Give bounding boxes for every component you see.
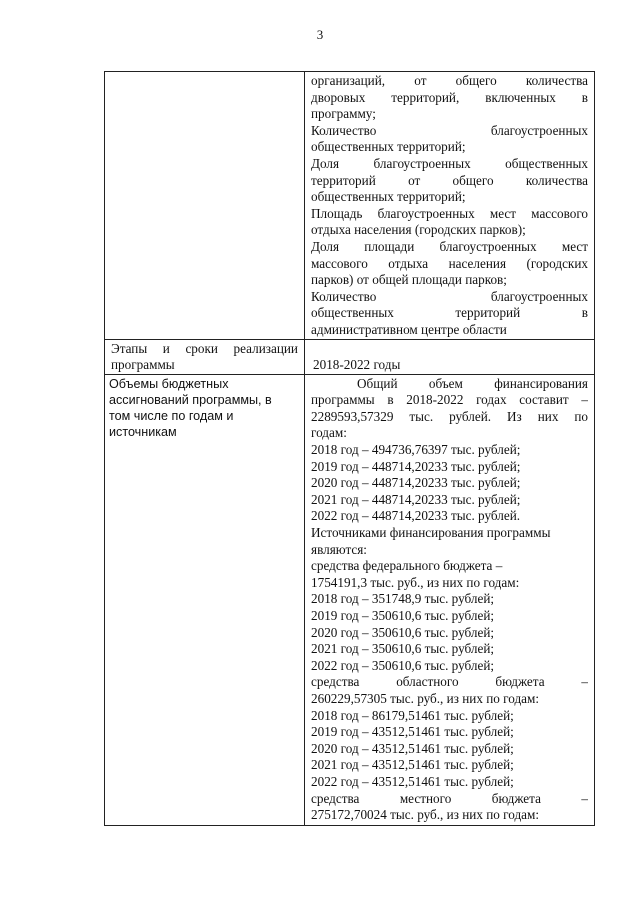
table-row: [105, 339, 595, 374]
text-line: дворовых территорий, включенных в: [311, 89, 588, 105]
row3-right-cell: [305, 374, 595, 825]
text-line: годам:: [311, 425, 347, 441]
row3-left-text: [105, 375, 304, 440]
row2-left-cell: [105, 339, 305, 374]
text-line: 2022 год – 43512,51461 тыс. рублей;: [311, 773, 514, 789]
text-line: средства областного бюджета –: [311, 674, 588, 690]
text-line: 2018 год – 86179,51461 тыс. рублей;: [311, 707, 514, 723]
text-line: 2289593,57329 тыс. рублей. Из них по: [311, 408, 588, 424]
table-row: [105, 72, 595, 340]
text-line: средства местного бюджета –: [311, 790, 588, 806]
text-line: 2022 год – 350610,6 тыс. рублей;: [311, 657, 495, 673]
text-line: Количество благоустроенных: [311, 122, 588, 138]
text-line: 2021 год – 350610,6 тыс. рублей;: [311, 641, 495, 657]
row3-right-text: [305, 375, 594, 825]
text-line: 1754191,3 тыс. руб., из них по годам:: [311, 574, 520, 590]
text-line: 2020 год – 43512,51461 тыс. рублей;: [311, 740, 514, 756]
row3-left-line: том числе по годам и: [109, 408, 234, 423]
text-line: 2021 год – 43512,51461 тыс. рублей;: [311, 757, 514, 773]
row2-left-line: Этапы и сроки реализации: [111, 340, 298, 356]
text-line: 2019 год – 350610,6 тыс. рублей;: [311, 608, 495, 623]
text-line: массового отдыха населения (городских: [311, 255, 588, 271]
text-line: 260229,57305 тыс. руб., из них по годам:: [311, 690, 540, 706]
row2-left-line: программы: [111, 357, 175, 373]
row2-left-text: [105, 340, 304, 374]
text-line: общественных территорий в: [311, 305, 588, 321]
row3-left-line: источникам: [109, 424, 177, 439]
text-line: парков) от общей площади парков;: [311, 272, 507, 288]
text-line: Количество благоустроенных: [311, 288, 588, 304]
text-line: Доля площади благоустроенных мест: [311, 238, 588, 254]
implementation-period: 2018-2022 годы: [313, 357, 401, 373]
text-line: территорий от общего количества: [311, 172, 588, 188]
text-line: программы в 2018-2022 годах составит –: [311, 392, 588, 408]
text-line: отдыха населения (городских парков);: [311, 222, 526, 238]
text-line: 2020 год – 448714,20233 тыс. рублей;: [311, 475, 521, 491]
row3-left-cell: [105, 374, 305, 825]
row2-right-cell: [305, 339, 595, 374]
text-line: являются:: [311, 541, 367, 557]
text-line: 2019 год – 43512,51461 тыс. рублей;: [311, 724, 514, 740]
text-line: организаций, от общего количества: [311, 73, 588, 88]
table-row: [105, 374, 595, 825]
text-line: средства федерального бюджета –: [311, 558, 503, 574]
text-line: 275172,70024 тыс. руб., из них по годам:: [311, 807, 540, 823]
text-line: 2018 год – 494736,76397 тыс. рублей;: [311, 442, 521, 458]
text-line: общественных территорий;: [311, 189, 466, 205]
text-line: административном центре области: [311, 321, 507, 337]
text-line: 2021 год – 448714,20233 тыс. рублей;: [311, 491, 521, 507]
row2-right-text: [305, 356, 594, 374]
row3-left-line: Объемы бюджетных: [109, 376, 229, 391]
text-line: 2018 год – 351748,9 тыс. рублей;: [311, 591, 495, 607]
text-line: Площадь благоустроенных мест массового: [311, 205, 588, 221]
text-line: программу;: [311, 106, 376, 122]
row3-left-line: ассигнований программы, в: [109, 392, 272, 407]
text-line: 2020 год – 350610,6 тыс. рублей;: [311, 624, 495, 640]
row1-right-text: [305, 72, 594, 339]
row1-left-cell: [105, 72, 305, 340]
program-passport-table: [104, 71, 595, 826]
text-line: 2022 год – 448714,20233 тыс. рублей.: [311, 508, 521, 524]
text-line: Доля благоустроенных общественных: [311, 155, 588, 171]
text-line: Общий объем финансирования: [357, 375, 588, 391]
row1-right-cell: [305, 72, 595, 340]
text-line: 2019 год – 448714,20233 тыс. рублей;: [311, 458, 521, 474]
page-number: 3: [316, 27, 324, 42]
text-line: общественных территорий;: [311, 139, 466, 155]
text-line: Источниками финансирования программы: [311, 525, 551, 541]
